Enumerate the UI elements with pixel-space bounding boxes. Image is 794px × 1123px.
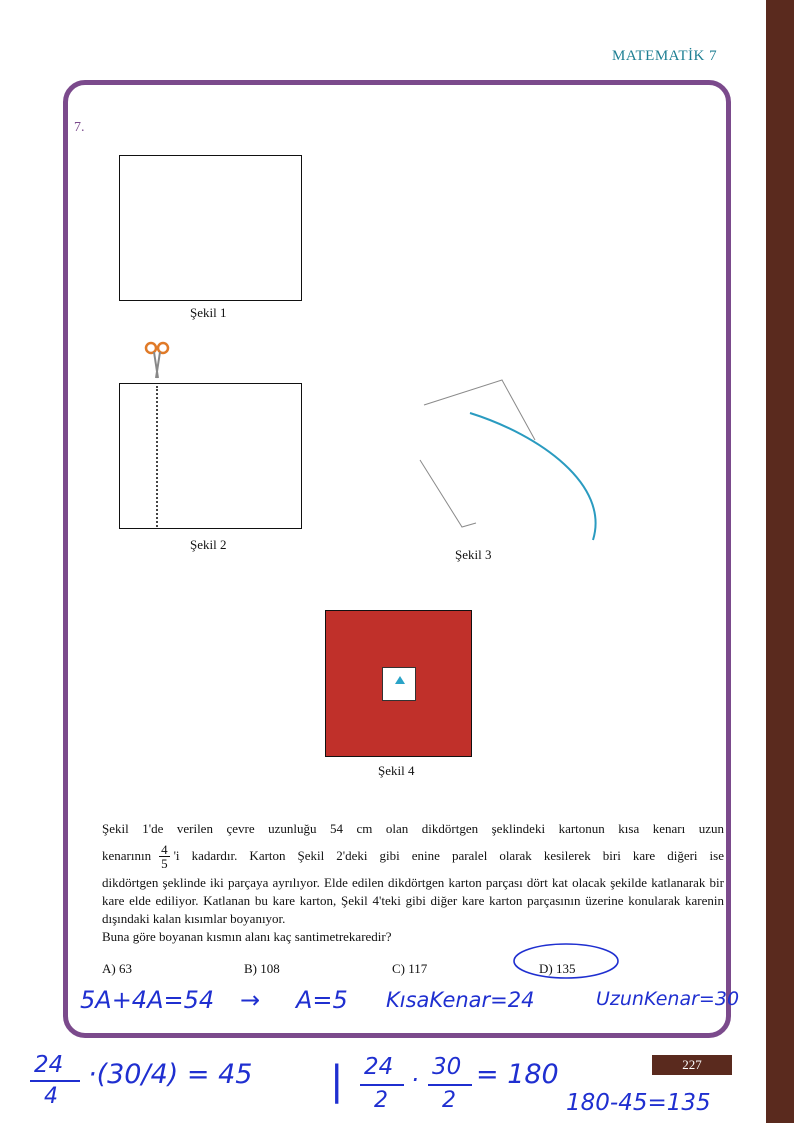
hand-calc1-bar bbox=[30, 1080, 80, 1082]
figure-2-caption: Şekil 2 bbox=[190, 537, 227, 552]
hand-calc2-b-bar bbox=[428, 1084, 472, 1086]
side-strip bbox=[766, 0, 794, 1123]
hand-arrow: → bbox=[240, 986, 261, 1014]
problem-text bbox=[102, 820, 724, 946]
option-d[interactable]: D) 135 bbox=[539, 961, 576, 976]
hand-calc2-result: = 180 bbox=[476, 1059, 559, 1090]
hand-long-side: UzunKenar=30 bbox=[596, 988, 740, 1010]
option-c[interactable]: C) 117 bbox=[392, 961, 428, 976]
figure-4-inner-mark bbox=[395, 676, 405, 684]
question-number: 7. bbox=[74, 120, 85, 135]
answer-circle-annotation bbox=[512, 940, 620, 980]
figure-1-rectangle bbox=[119, 155, 302, 301]
hand-calc2-a-denominator: 2 bbox=[374, 1088, 388, 1113]
problem-line-2-start: kenarının bbox=[102, 848, 152, 863]
hand-calc1-rest: ·(30/4) = 45 bbox=[88, 1059, 253, 1090]
hand-calc2-a-bar bbox=[360, 1084, 404, 1086]
problem-question: Buna göre boyanan kısmın alanı kaç santimetrekaredir? bbox=[102, 929, 392, 944]
scissors-icon bbox=[144, 340, 170, 380]
hand-a-value: A=5 bbox=[296, 986, 348, 1014]
option-a[interactable]: A) 63 bbox=[102, 961, 132, 976]
hand-separator: | bbox=[330, 1058, 344, 1104]
fraction bbox=[159, 843, 170, 870]
page-header-title: MATEMATİK 7 bbox=[612, 48, 718, 64]
figure-3-folded-paper bbox=[410, 375, 620, 555]
hand-equation: 5A+4A=54 bbox=[80, 986, 215, 1014]
hand-calc2-dot: · bbox=[411, 1066, 419, 1094]
hand-final-result: 180-45=135 bbox=[566, 1090, 711, 1116]
figure-1-caption: Şekil 1 bbox=[190, 305, 227, 320]
figure-4-caption: Şekil 4 bbox=[378, 763, 415, 778]
hand-calc2-b-denominator: 2 bbox=[442, 1088, 456, 1113]
page-number: 227 bbox=[652, 1055, 732, 1075]
problem-line-2 bbox=[102, 841, 724, 871]
hand-calc1-denominator: 4 bbox=[44, 1084, 58, 1109]
hand-calc2-a-numerator: 24 bbox=[364, 1054, 394, 1080]
figure-3-caption: Şekil 3 bbox=[455, 547, 492, 562]
figure-4-inner-square bbox=[382, 667, 416, 701]
fraction-denominator: 5 bbox=[161, 855, 168, 871]
option-b[interactable]: B) 108 bbox=[244, 961, 280, 976]
hand-short-side: KısaKenar=24 bbox=[386, 988, 535, 1012]
problem-line-3: dikdörtgen şeklinde iki parçaya ayrılıyor. Elde edilen dikdörtgen karton parçası dört kat olacak şekilde katlanarak bir kare elde ediliyor. Katlanan bu kare karton, Şekil 4'teki gibi diğer kare karton parçasının üzerine konularak karenin dışındaki kalan kısımlar boyanıyor. bbox=[102, 875, 724, 926]
problem-line-1: Şekil 1'de verilen çevre uzunluğu 54 cm olan dikdörtgen şeklindeki kartonun kısa kenarı uzun bbox=[102, 821, 724, 836]
problem-line-2-rest: 'i kadardır. Karton Şekil 2'deki gibi enine paralel olarak kesilerek biri kare diğeri ise bbox=[173, 848, 724, 863]
hand-calc2-b-numerator: 30 bbox=[432, 1054, 462, 1080]
fraction-numerator: 4 bbox=[161, 841, 168, 857]
figure-2-cut-line bbox=[156, 386, 158, 527]
figure-4-painted-square bbox=[325, 610, 472, 757]
hand-calc1-numerator: 24 bbox=[34, 1052, 64, 1078]
figure-2-rectangle bbox=[119, 383, 302, 529]
